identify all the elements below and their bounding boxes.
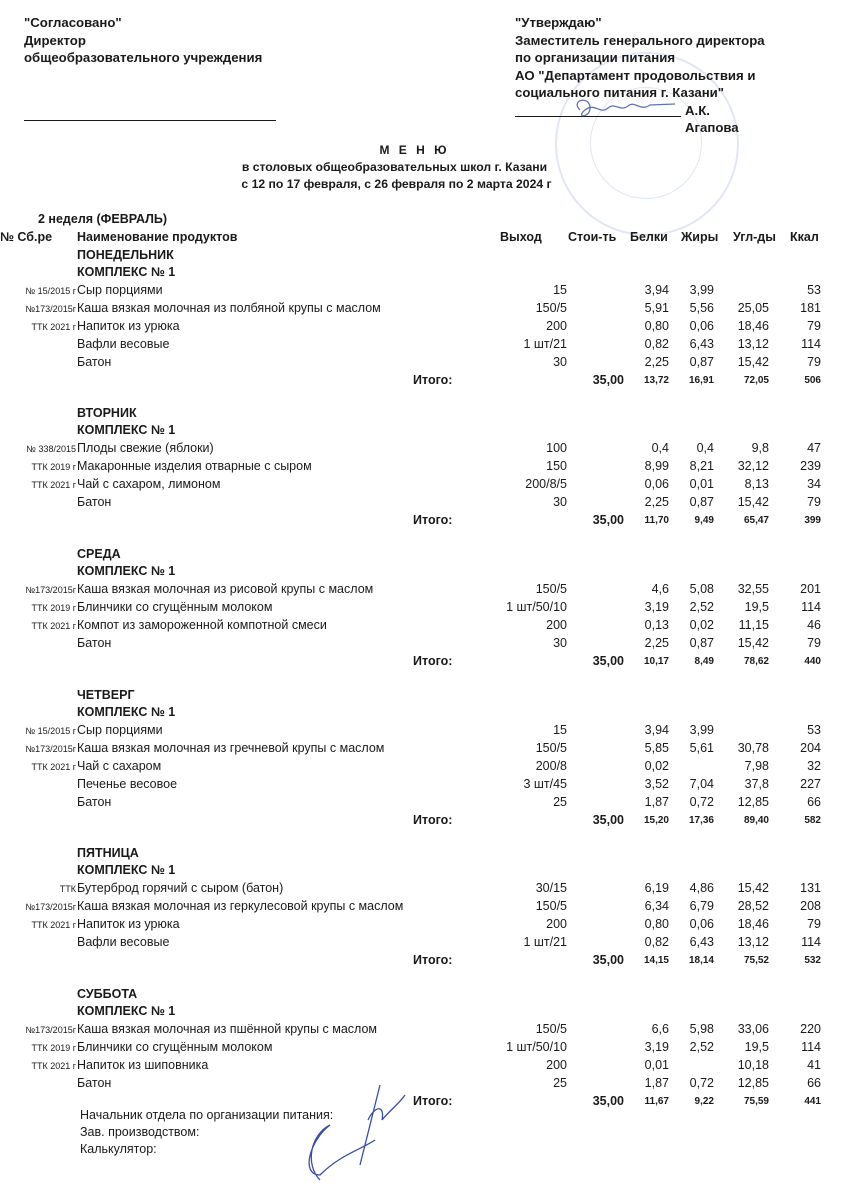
total-fats: 16,91	[688, 375, 714, 386]
day-heading: ПЯТНИЦА	[77, 846, 139, 860]
dish-name: Чай с сахаром	[77, 759, 162, 773]
total-label: Итого:	[413, 513, 453, 527]
total-cost: 35,00	[592, 654, 624, 668]
portion-output: 15	[553, 283, 567, 297]
portion-output: 1 шт/21	[523, 337, 567, 351]
fats-value: 0,87	[689, 636, 714, 650]
day-total-row	[0, 513, 849, 531]
portion-output: 25	[553, 1076, 567, 1090]
carbs-value: 18,46	[737, 319, 769, 333]
portion-output: 30	[553, 636, 567, 650]
total-carbs: 75,59	[743, 1096, 769, 1107]
signature-line-left	[24, 120, 276, 121]
kcal-value: 181	[800, 301, 821, 315]
menu-item-row	[0, 283, 849, 301]
footer-line: Калькулятор:	[80, 1142, 157, 1156]
dish-name: Напиток из урюка	[77, 917, 180, 931]
proteins-value: 1,87	[644, 1076, 669, 1090]
menu-item-row	[0, 459, 849, 477]
approval-right-line: по организации питания	[515, 50, 676, 65]
total-fats: 8,49	[694, 656, 714, 667]
dish-name: Блинчики со сгущённым молоком	[77, 1040, 273, 1054]
carbs-value: 15,42	[737, 355, 769, 369]
fats-value: 0,06	[689, 319, 714, 333]
portion-output: 200/8/5	[525, 477, 567, 491]
proteins-value: 1,87	[644, 795, 669, 809]
dish-name: Плоды свежие (яблоки)	[77, 441, 214, 455]
recipe-code: №173/2015г	[25, 744, 76, 754]
col-name: Наименование продуктов	[77, 230, 238, 244]
total-carbs: 89,40	[743, 815, 769, 826]
total-carbs: 65,47	[743, 515, 769, 526]
carbs-value: 10,18	[737, 1058, 769, 1072]
total-kcal: 582	[804, 815, 821, 826]
fats-value: 0,4	[696, 441, 714, 455]
fats-value: 5,56	[689, 301, 714, 315]
proteins-value: 0,82	[644, 337, 669, 351]
portion-output: 150/5	[535, 741, 567, 755]
footer-line: Начальник отдела по организации питания:	[80, 1108, 334, 1122]
fats-value: 3,99	[689, 723, 714, 737]
fats-value: 0,06	[689, 917, 714, 931]
kcal-value: 114	[801, 600, 821, 614]
menu-item-row	[0, 935, 849, 953]
dish-name: Бутерброд горячий с сыром (батон)	[77, 881, 284, 895]
complex-heading: КОМПЛЕКС № 1	[77, 1004, 176, 1018]
total-fats: 18,14	[688, 955, 714, 966]
menu-item-row	[0, 441, 849, 459]
fats-value: 5,98	[689, 1022, 714, 1036]
carbs-value: 7,98	[744, 759, 769, 773]
portion-output: 15	[553, 723, 567, 737]
dish-name: Каша вязкая молочная из геркулесовой крупы с маслом	[77, 899, 404, 913]
kcal-value: 34	[807, 477, 821, 491]
portion-output: 1 шт/50/10	[506, 1040, 567, 1054]
total-cost: 35,00	[592, 813, 624, 827]
proteins-value: 3,94	[644, 283, 669, 297]
total-label: Итого:	[413, 953, 453, 967]
total-kcal: 399	[804, 515, 821, 526]
day-heading: ВТОРНИК	[77, 406, 137, 420]
total-carbs: 78,62	[743, 656, 769, 667]
total-kcal: 441	[804, 1096, 821, 1107]
kcal-value: 201	[800, 582, 821, 596]
portion-output: 150/5	[535, 582, 567, 596]
dish-name: Батон	[77, 636, 112, 650]
week-label: 2 неделя (ФЕВРАЛЬ)	[38, 212, 168, 226]
fats-value: 2,52	[689, 1040, 714, 1054]
portion-output: 200	[546, 319, 567, 333]
kcal-value: 79	[807, 917, 821, 931]
carbs-value: 19,5	[744, 1040, 769, 1054]
dish-name: Чай с сахаром, лимоном	[77, 477, 221, 491]
signature-footer-icon	[250, 1065, 410, 1195]
menu-item-row	[0, 1040, 849, 1058]
proteins-value: 4,6	[651, 582, 669, 596]
recipe-code: № 338/2015	[26, 444, 76, 454]
proteins-value: 0,01	[644, 1058, 669, 1072]
proteins-value: 5,85	[644, 741, 669, 755]
fats-value: 2,52	[689, 600, 714, 614]
menu-item-row	[0, 600, 849, 618]
kcal-value: 32	[807, 759, 821, 773]
recipe-code: ТТК 2021 г	[31, 1061, 76, 1071]
dish-name: Компот из замороженной компотной смеси	[77, 618, 327, 632]
total-kcal: 506	[804, 375, 821, 386]
approval-right-line: "Утверждаю"	[515, 15, 602, 30]
kcal-value: 41	[807, 1058, 821, 1072]
menu-item-row	[0, 795, 849, 813]
fats-value: 6,79	[689, 899, 714, 913]
carbs-value: 33,06	[737, 1022, 769, 1036]
total-cost: 35,00	[592, 373, 624, 387]
kcal-value: 66	[807, 1076, 821, 1090]
fats-value: 5,08	[689, 582, 714, 596]
proteins-value: 3,19	[644, 600, 669, 614]
kcal-value: 53	[807, 723, 821, 737]
total-proteins: 10,17	[643, 656, 669, 667]
carbs-value: 13,12	[737, 935, 769, 949]
menu-item-row	[0, 723, 849, 741]
portion-output: 1 шт/50/10	[506, 600, 567, 614]
total-carbs: 75,52	[743, 955, 769, 966]
proteins-value: 2,25	[644, 495, 669, 509]
dish-name: Каша вязкая молочная из полбяной крупы с маслом	[77, 301, 381, 315]
carbs-value: 8,13	[744, 477, 769, 491]
total-kcal: 532	[804, 955, 821, 966]
document-period: с 12 по 17 февраля, с 26 февраля по 2 марта 2024 г	[241, 177, 552, 191]
menu-item-row	[0, 1022, 849, 1040]
menu-item-row	[0, 618, 849, 636]
menu-item-row	[0, 899, 849, 917]
kcal-value: 114	[801, 935, 821, 949]
total-proteins: 13,72	[643, 375, 669, 386]
fats-value: 0,87	[689, 495, 714, 509]
fats-value: 5,61	[689, 741, 714, 755]
day-heading: ЧЕТВЕРГ	[77, 688, 135, 702]
approval-left-line: общеобразовательного учреждения	[24, 50, 263, 65]
recipe-code: ТТК 2019 г	[31, 1043, 76, 1053]
menu-item-row	[0, 1058, 849, 1076]
fats-value: 3,99	[689, 283, 714, 297]
carbs-value: 9,8	[751, 441, 769, 455]
approval-right-line: Заместитель генерального директора	[515, 32, 765, 48]
signature-approver-icon	[560, 90, 680, 130]
total-fats: 9,22	[694, 1096, 714, 1107]
total-cost: 35,00	[592, 513, 624, 527]
recipe-code: №173/2015г	[25, 585, 76, 595]
total-cost: 35,00	[592, 953, 624, 967]
recipe-code: ТТК 2019 г	[31, 462, 76, 472]
proteins-value: 6,34	[644, 899, 669, 913]
carbs-value: 32,12	[737, 459, 769, 473]
approval-left-line: "Согласовано"	[24, 15, 122, 30]
proteins-value: 2,25	[644, 355, 669, 369]
proteins-value: 0,13	[644, 618, 669, 632]
proteins-value: 0,06	[644, 477, 669, 491]
menu-item-row	[0, 881, 849, 899]
total-carbs: 72,05	[743, 375, 769, 386]
proteins-value: 8,99	[644, 459, 669, 473]
portion-output: 150/5	[535, 899, 567, 913]
fats-value: 7,04	[689, 777, 714, 791]
portion-output: 1 шт/21	[523, 935, 567, 949]
approval-left-line: Директор	[24, 32, 86, 48]
col-proteins: Белки	[630, 230, 668, 244]
menu-item-row	[0, 759, 849, 777]
recipe-code: ТТК 2021 г	[31, 762, 76, 772]
dish-name: Батон	[77, 1076, 112, 1090]
day-total-row	[0, 654, 849, 672]
proteins-value: 0,02	[644, 759, 669, 773]
carbs-value: 12,85	[737, 795, 769, 809]
proteins-value: 0,80	[644, 917, 669, 931]
fats-value: 0,02	[689, 618, 714, 632]
portion-output: 3 шт/45	[523, 777, 567, 791]
dish-name: Каша вязкая молочная из гречневой крупы с маслом	[77, 741, 385, 755]
total-proteins: 15,20	[643, 815, 669, 826]
col-fats: Жиры	[681, 230, 719, 244]
menu-item-row	[0, 582, 849, 600]
menu-item-row	[0, 636, 849, 654]
fats-value: 8,21	[689, 459, 714, 473]
portion-output: 200	[546, 917, 567, 931]
total-fats: 9,49	[694, 515, 714, 526]
dish-name: Вафли весовые	[77, 337, 170, 351]
dish-name: Батон	[77, 355, 112, 369]
kcal-value: 227	[800, 777, 821, 791]
complex-heading: КОМПЛЕКС № 1	[77, 265, 176, 279]
menu-item-row	[0, 741, 849, 759]
dish-name: Блинчики со сгущённым молоком	[77, 600, 273, 614]
carbs-value: 11,15	[738, 618, 769, 632]
dish-name: Каша вязкая молочная из пшённой крупы с маслом	[77, 1022, 378, 1036]
kcal-value: 208	[800, 899, 821, 913]
carbs-value: 15,42	[737, 495, 769, 509]
menu-item-row	[0, 477, 849, 495]
carbs-value: 12,85	[737, 1076, 769, 1090]
menu-item-row	[0, 319, 849, 337]
carbs-value: 13,12	[737, 337, 769, 351]
fats-value: 0,01	[689, 477, 714, 491]
kcal-value: 46	[807, 618, 821, 632]
kcal-value: 79	[807, 355, 821, 369]
day-total-row	[0, 953, 849, 971]
complex-heading: КОМПЛЕКС № 1	[77, 705, 176, 719]
col-output: Выход	[500, 230, 542, 244]
kcal-value: 239	[800, 459, 821, 473]
day-total-row	[0, 813, 849, 831]
dish-name: Напиток из урюка	[77, 319, 180, 333]
fats-value: 6,43	[689, 337, 714, 351]
col-cost: Стои-ть	[568, 230, 617, 244]
kcal-value: 79	[807, 319, 821, 333]
portion-output: 30	[553, 495, 567, 509]
kcal-value: 114	[801, 337, 821, 351]
menu-item-row	[0, 301, 849, 319]
recipe-code: ТТК 2021 г	[31, 920, 76, 930]
proteins-value: 2,25	[644, 636, 669, 650]
kcal-value: 53	[807, 283, 821, 297]
recipe-code: №173/2015г	[25, 1025, 76, 1035]
portion-output: 150	[546, 459, 567, 473]
recipe-code: ТТК	[59, 884, 76, 894]
total-fats: 17,36	[688, 815, 714, 826]
total-kcal: 440	[804, 656, 821, 667]
carbs-value: 32,55	[737, 582, 769, 596]
dish-name: Сыр порциями	[77, 283, 163, 297]
fats-value: 4,86	[689, 881, 714, 895]
dish-name: Вафли весовые	[77, 935, 170, 949]
kcal-value: 79	[807, 636, 821, 650]
carbs-value: 25,05	[737, 301, 769, 315]
fats-value: 0,87	[689, 355, 714, 369]
proteins-value: 0,80	[644, 319, 669, 333]
kcal-value: 220	[800, 1022, 821, 1036]
recipe-code: №173/2015г	[25, 304, 76, 314]
proteins-value: 0,4	[651, 441, 669, 455]
total-proteins: 11,70	[644, 515, 669, 526]
proteins-value: 3,52	[644, 777, 669, 791]
menu-item-row	[0, 495, 849, 513]
proteins-value: 0,82	[644, 935, 669, 949]
recipe-code: №173/2015г	[25, 902, 76, 912]
dish-name: Сыр порциями	[77, 723, 163, 737]
total-cost: 35,00	[592, 1094, 624, 1108]
recipe-code: № 15/2015 г	[25, 726, 76, 736]
dish-name: Батон	[77, 795, 112, 809]
portion-output: 200/8	[535, 759, 567, 773]
portion-output: 200	[546, 618, 567, 632]
total-proteins: 14,15	[643, 955, 669, 966]
kcal-value: 204	[800, 741, 821, 755]
dish-name: Печенье весовое	[77, 777, 178, 791]
total-label: Итого:	[413, 373, 453, 387]
total-proteins: 11,67	[644, 1096, 669, 1107]
menu-item-row	[0, 337, 849, 355]
document-subtitle: в столовых общеобразовательных школ г. Казани	[241, 160, 548, 174]
portion-output: 30/15	[535, 881, 567, 895]
total-label: Итого:	[413, 654, 453, 668]
portion-output: 150/5	[535, 301, 567, 315]
recipe-code: ТТК 2021 г	[31, 322, 76, 332]
portion-output: 200	[546, 1058, 567, 1072]
col-kcal: Ккал	[790, 230, 819, 244]
fats-value: 0,72	[689, 795, 714, 809]
kcal-value: 47	[807, 441, 821, 455]
recipe-code: ТТК 2019 г	[31, 603, 76, 613]
portion-output: 30	[553, 355, 567, 369]
proteins-value: 5,91	[644, 301, 669, 315]
dish-name: Напиток из шиповника	[77, 1058, 209, 1072]
carbs-value: 28,52	[737, 899, 769, 913]
column-headers	[0, 230, 849, 248]
kcal-value: 66	[807, 795, 821, 809]
day-heading: СУББОТА	[77, 987, 138, 1001]
approval-left-block	[24, 14, 262, 67]
day-total-row	[0, 373, 849, 391]
fats-value: 0,72	[689, 1076, 714, 1090]
signer-name: А.К. Агапова	[685, 102, 739, 135]
day-heading: ПОНЕДЕЛЬНИК	[77, 248, 174, 262]
col-carbs: Угл-ды	[733, 230, 776, 244]
complex-heading: КОМПЛЕКС № 1	[77, 564, 176, 578]
proteins-value: 6,6	[651, 1022, 669, 1036]
approval-right-line: социального питания г. Казани"	[515, 85, 725, 100]
dish-name: Батон	[77, 495, 112, 509]
day-heading: СРЕДА	[77, 547, 121, 561]
proteins-value: 3,94	[644, 723, 669, 737]
total-label: Итого:	[413, 813, 453, 827]
proteins-value: 3,19	[644, 1040, 669, 1054]
menu-item-row	[0, 355, 849, 373]
carbs-value: 15,42	[737, 636, 769, 650]
portion-output: 25	[553, 795, 567, 809]
footer-line: Зав. производством:	[80, 1125, 200, 1139]
kcal-value: 131	[800, 881, 821, 895]
dish-name: Макаронные изделия отварные с сыром	[77, 459, 312, 473]
recipe-code: ТТК 2021 г	[31, 621, 76, 631]
proteins-value: 6,19	[644, 881, 669, 895]
document-title: М Е Н Ю	[379, 143, 450, 157]
fats-value: 6,43	[689, 935, 714, 949]
carbs-value: 18,46	[737, 917, 769, 931]
col-code: № Сб.ре	[0, 230, 53, 244]
carbs-value: 30,78	[737, 741, 769, 755]
total-label: Итого:	[413, 1094, 453, 1108]
complex-heading: КОМПЛЕКС № 1	[77, 423, 176, 437]
carbs-value: 19,5	[744, 600, 769, 614]
menu-item-row	[0, 1076, 849, 1094]
portion-output: 150/5	[535, 1022, 567, 1036]
menu-item-row	[0, 917, 849, 935]
kcal-value: 79	[807, 495, 821, 509]
kcal-value: 114	[801, 1040, 821, 1054]
dish-name: Каша вязкая молочная из рисовой крупы с маслом	[77, 582, 374, 596]
recipe-code: ТТК 2021 г	[31, 480, 76, 490]
recipe-code: № 15/2015 г	[25, 286, 76, 296]
portion-output: 100	[546, 441, 567, 455]
complex-heading: КОМПЛЕКС № 1	[77, 863, 176, 877]
carbs-value: 15,42	[737, 881, 769, 895]
carbs-value: 37,8	[744, 777, 769, 791]
menu-item-row	[0, 777, 849, 795]
approval-right-line: АО "Департамент продовольствия и	[515, 67, 756, 83]
